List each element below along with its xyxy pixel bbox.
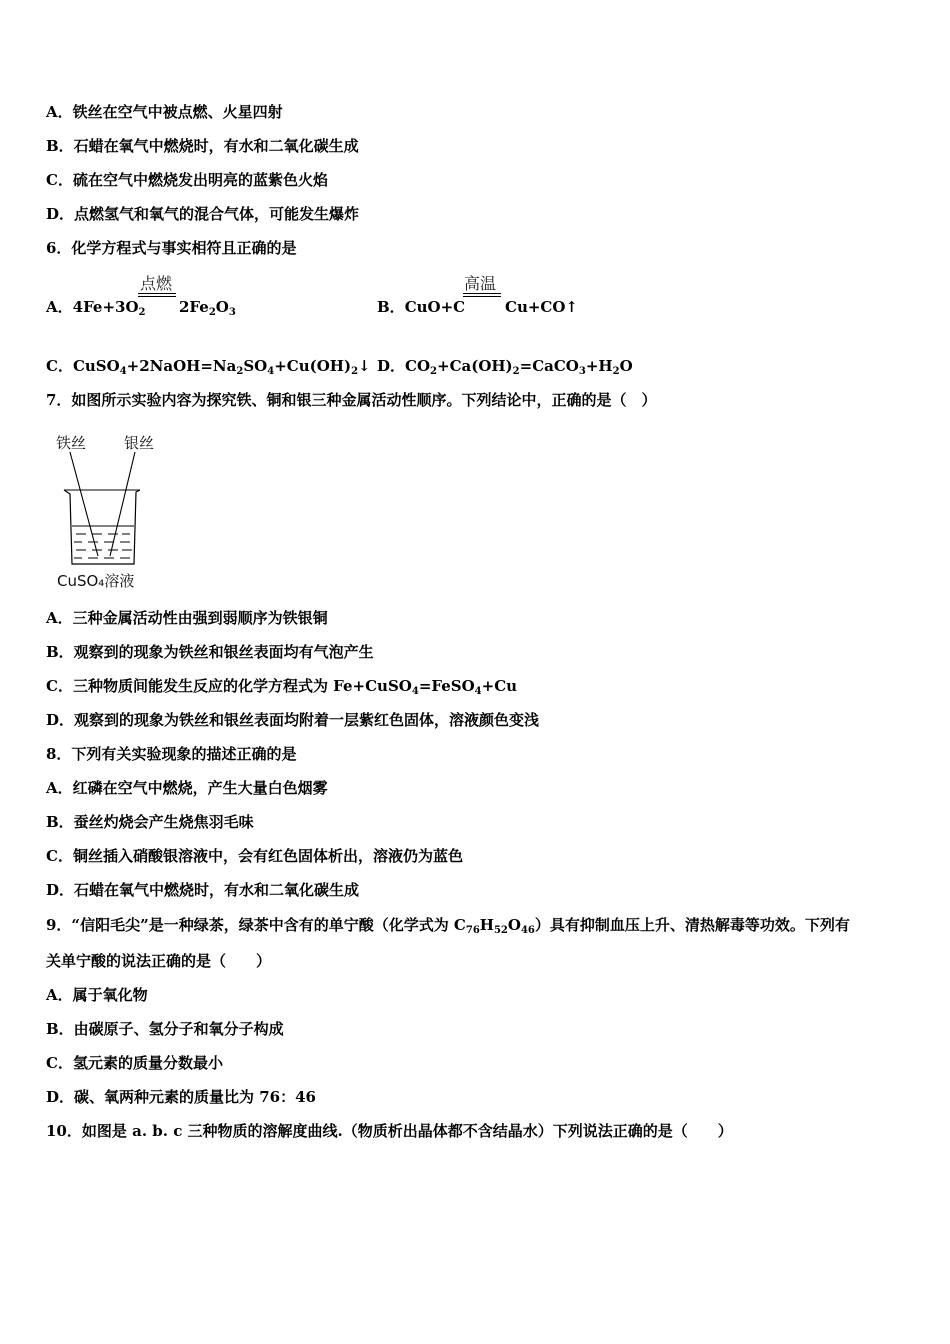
q6-b-condition: 高温 [464,274,497,293]
q6-d-sub: 2 [612,366,620,377]
q7-c-part: C．三种物质间能发生反应的化学方程式为 Fe+CuSO [46,677,412,695]
iron-wire [70,452,98,556]
q6-d-part: +Ca(OH) [437,357,513,375]
q6-a-left: 4Fe+3O [72,298,139,316]
q6-d-sub: 3 [578,366,586,377]
beaker-outline [64,490,140,564]
q5-option-a: A．铁丝在空气中被点燃、火星四射 [46,103,283,121]
q6-c-label: C． [46,357,73,375]
solution-hatching [74,534,132,558]
q6-a-right-sub1: 2 [208,307,216,318]
q6-a-left-sub: 2 [138,307,146,318]
q6-d-part: O [619,357,633,375]
q6-a-condition: 点燃 [140,274,173,293]
q6-c-sub: 2 [236,366,244,377]
q6-b-left: CuO+C [404,298,466,316]
q6-d-part: CO [405,357,431,375]
q8-stem: 8．下列有关实验现象的描述正确的是 [46,745,297,763]
q9-stem-sub: 46 [520,925,535,936]
q6-a-right-sub2: 3 [228,307,236,318]
q6-d-sub: 2 [512,366,520,377]
q6-b-label: B． [377,298,405,316]
q6-c-part: CuSO [72,357,120,375]
q9-stem-part: O [507,916,521,934]
q6-b-equals-sign [463,293,501,294]
q6-c-part: SO [243,357,268,375]
q6-a-label: A． [46,298,73,316]
q8-option-b: B．蚕丝灼烧会产生烧焦羽毛味 [46,813,254,831]
q9-stem-line2: 关单宁酸的说法正确的是（ ） [46,952,272,970]
q6-c-part: +Cu(OH) [274,357,352,375]
silver-wire [110,452,135,556]
q6-option-d [377,356,633,376]
q6-c-part: +2NaOH=Na [126,357,237,375]
q9-stem-sub: 76 [465,925,480,936]
q6-option-c [46,356,371,376]
q5-option-c: C．硫在空气中燃烧发出明亮的蓝紫色火焰 [46,171,328,189]
beaker-diagram [50,450,160,570]
q6-d-part: +H [585,357,613,375]
q9-stem-part: ）具有抑制血压上升、清热解毒等功效。下列有 [534,916,850,934]
q9-stem-part: 9．“信阳毛尖”是一种绿茶，绿茶中含有的单宁酸（化学式为 C [46,916,466,934]
q5-option-d: D．点燃氢气和氧气的混合气体，可能发生爆炸 [46,205,360,223]
q9-option-b: B．由碳原子、氢分子和氧分子构成 [46,1020,284,1038]
q7-c-part: +Cu [481,677,518,695]
q7-c-sub: 4 [474,686,482,697]
q8-option-c: C．铜丝插入硝酸银溶液中，会有红色固体析出，溶液仍为蓝色 [46,847,463,865]
q9-stem-sub: 52 [493,925,508,936]
q10-stem: 10．如图是 a. b. c 三种物质的溶解度曲线.（物质析出晶体都不含结晶水）下列说法正确的是（ ） [46,1122,733,1140]
q6-d-label: D． [377,357,406,375]
q7-option-d: D．观察到的现象为铁丝和银丝表面均附着一层紫红色固体，溶液颜色变浅 [46,711,540,729]
q9-option-d: D．碳、氧两种元素的质量比为 76：46 [46,1088,316,1106]
silver-wire-label: 银丝 [124,434,155,452]
q7-option-b: B．观察到的现象为铁丝和银丝表面均有气泡产生 [46,643,374,661]
q6-c-sub: 4 [267,366,275,377]
q6-d-part: =CaCO [519,357,579,375]
iron-wire-label: 铁丝 [56,434,87,452]
q6-b-right: Cu+CO↑ [505,298,578,316]
q6-stem: 6．化学方程式与事实相符且正确的是 [46,239,297,257]
q8-option-a: A．红磷在空气中燃烧，产生大量白色烟雾 [46,779,328,797]
q9-option-a: A．属于氧化物 [46,986,148,1004]
q7-option-a: A．三种金属活动性由强到弱顺序为铁银铜 [46,609,328,627]
q9-stem-line1 [46,915,850,935]
q7-option-c [46,676,517,696]
q8-option-d: D．石蜡在氧气中燃烧时，有水和二氧化碳生成 [46,881,360,899]
cuso4-solution-label: CuSO₄溶液 [57,572,135,590]
q6-c-part: ↓ [358,357,371,375]
q7-stem: 7．如图所示实验内容为探究铁、铜和银三种金属活动性顺序。下列结论中，正确的是（ ） [46,391,657,409]
q9-stem-part: H [479,916,494,934]
q9-option-c: C．氢元素的质量分数最小 [46,1054,223,1072]
q7-c-sub: 4 [411,686,419,697]
q6-a-equals-sign [138,293,176,294]
q5-option-b: B．石蜡在氧气中燃烧时，有水和二氧化碳生成 [46,137,359,155]
q6-c-sub: 2 [351,366,359,377]
q6-a-right: 2Fe [179,298,209,316]
q6-a-right-mid: O [215,298,229,316]
q7-c-part: =FeSO [418,677,475,695]
q6-d-sub: 2 [430,366,437,377]
q6-c-sub: 4 [119,366,127,377]
